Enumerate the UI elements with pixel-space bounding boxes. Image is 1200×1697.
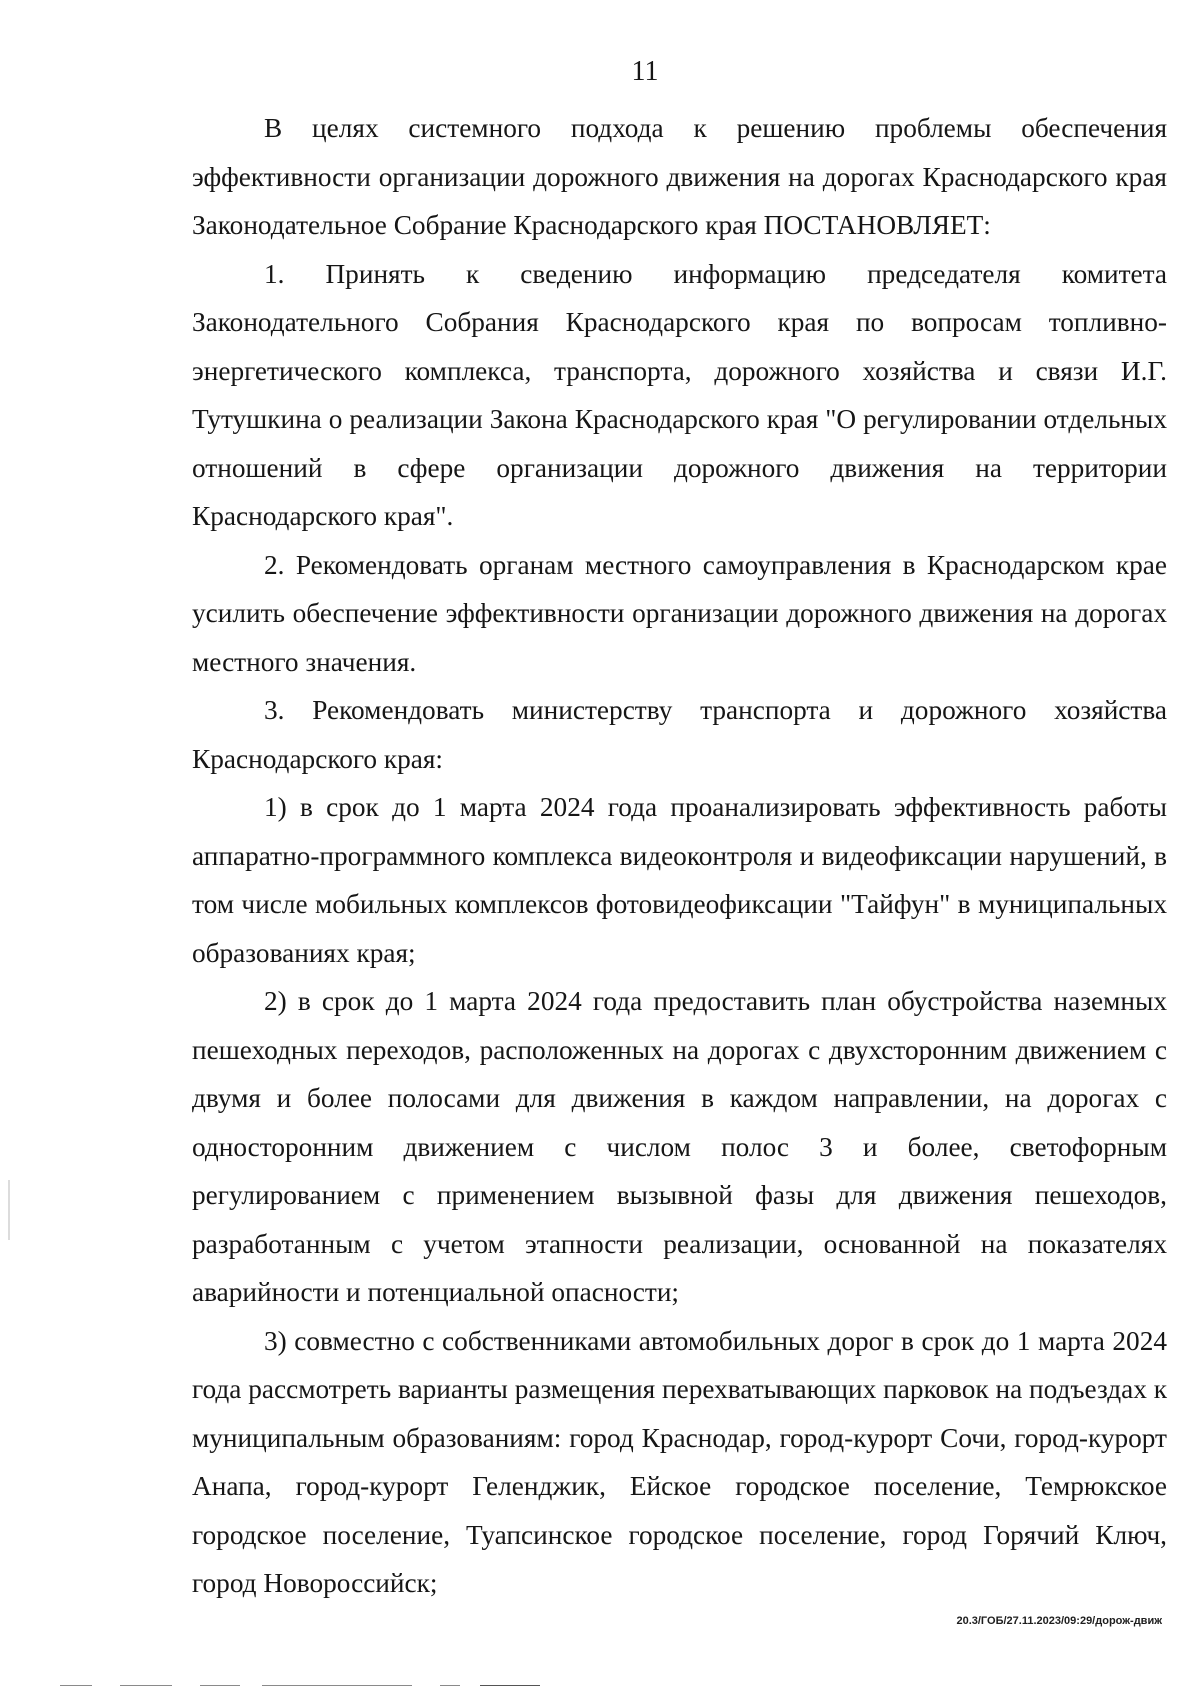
scan-artifact-line bbox=[60, 1685, 92, 1686]
scan-artifact-line bbox=[480, 1685, 540, 1686]
page-number: 11 bbox=[631, 56, 659, 87]
item-3-paragraph: 3. Рекомендовать министерству транспорта и дорожного хозяйства Краснодарского края: bbox=[192, 695, 1167, 774]
item-1-paragraph: 1. Принять к сведению информацию председателя комитета Законодательного Собрания Краснодарского края по вопросам топливно-энергетического комплекса, транспорта, дорожного хозяйства и связи И.Г. Тутушкина о реализации Закона Краснодарского края "О регулировании отдельных отношений в сфере организации дорожного движения на территории Краснодарского края". bbox=[192, 258, 1167, 531]
intro-paragraph: В целях системного подхода к решению проблемы обеспечения эффективности организации дорожного движения на дорогах Краснодарского края Законодательное Собрание Краснодарского края ПОСТАНОВЛЯЕТ: bbox=[192, 113, 1167, 240]
item-2-paragraph: 2. Рекомендовать органам местного самоуправления в Краснодарском крае усилить обеспечение эффективности организации дорожного движения на дорогах местного значения. bbox=[192, 549, 1167, 677]
scan-artifact-line bbox=[120, 1685, 172, 1686]
scan-edge-mark bbox=[8, 1180, 10, 1240]
subitem-1-paragraph: 1) в срок до 1 марта 2024 года проанализировать эффективность работы аппаратно-программного комплекса видеоконтроля и видеофиксации нарушений, в том числе мобильных комплексов фотовидеофиксации "Тайфун" в муниципальных образованиях края; bbox=[192, 792, 1167, 968]
document-code: 20.3/ГОБ/27.11.2023/09:29/дорож-движ bbox=[956, 1615, 1162, 1627]
subitem-2-paragraph: 2) в срок до 1 марта 2024 года предоставить план обустройства наземных пешеходных переходов, расположенных на дорогах с двухсторонним движением с двумя и более полосами для движения в каждом направлении, на дорогах с односторонним движением с числом полос 3 и более, светофорным регулированием с применением вызывной фазы для движения пешеходов, разработанным с учетом этапности реализации, основанной на показателях аварийности и потенциальной опасности; bbox=[192, 986, 1167, 1307]
scan-artifact-line bbox=[262, 1685, 412, 1686]
scan-artifact-line bbox=[200, 1685, 240, 1686]
document-body bbox=[192, 104, 1167, 1608]
subitem-3-paragraph: 3) совместно с собственниками автомобильных дорог в срок до 1 марта 2024 года рассмотреть варианты размещения перехватывающих парковок на подъездах к муниципальным образованиям: город Краснодар, город-курорт Сочи, город-курорт Анапа, город-курорт Геленджик, Ейское городское поселение, Темрюкское городское поселение, Туапсинское городское поселение, город Горячий Ключ, город Новороссийск; bbox=[192, 1325, 1167, 1598]
scan-artifact-line bbox=[440, 1685, 460, 1686]
